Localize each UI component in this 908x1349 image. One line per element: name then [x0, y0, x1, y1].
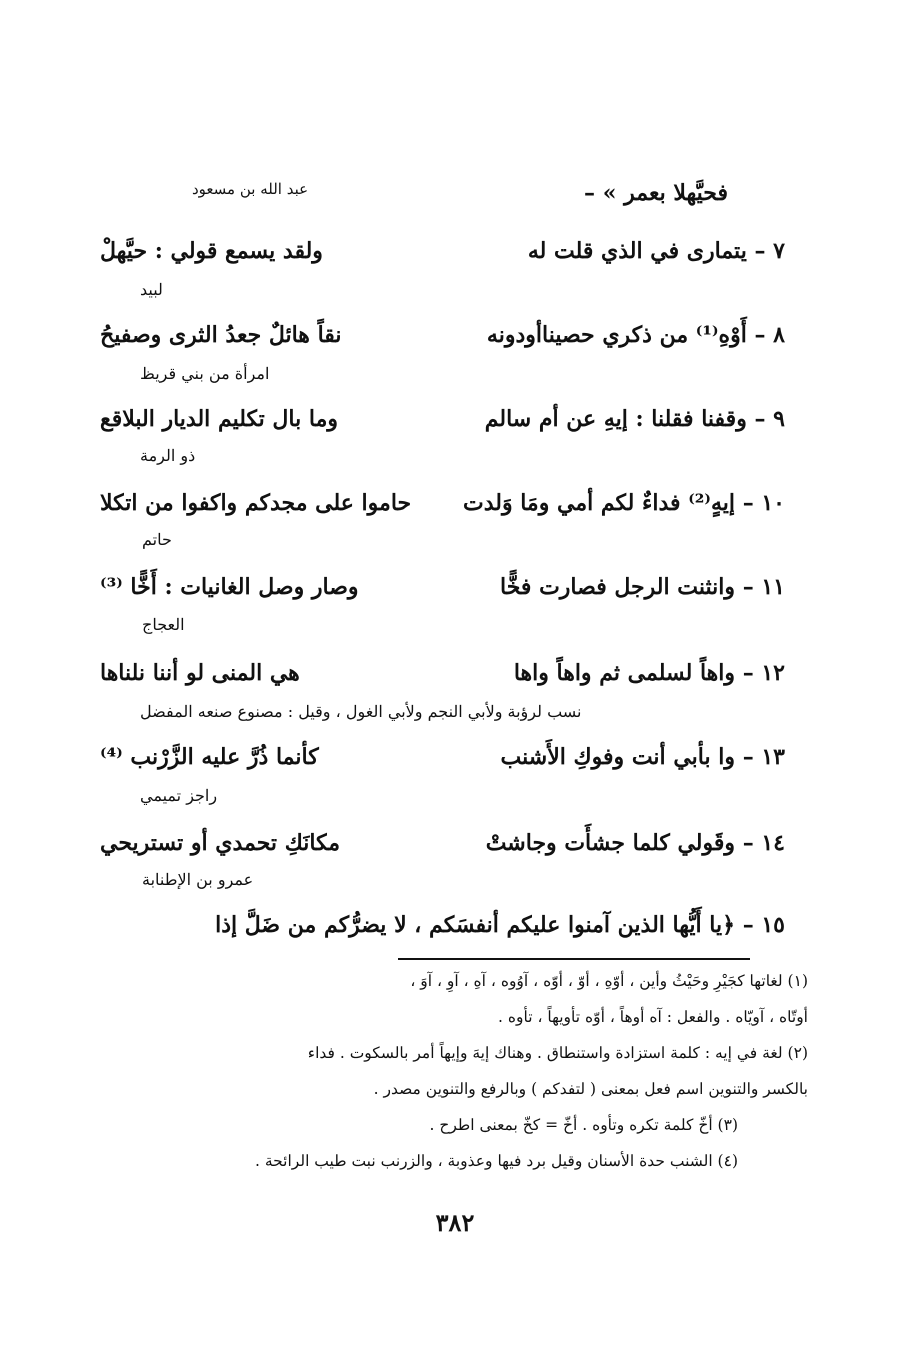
- verse-9: [100, 406, 785, 446]
- page-number: ٣٨٢: [435, 1208, 475, 1237]
- verse-first-hemistich: ٧ – يتمارى في الذي قلت له: [527, 238, 785, 264]
- footnote-2-continued: بالكسر والتنوين اسم فعل بمعنى ( لتفدكم ) وبالرفع والتنوين مصدر .: [373, 1080, 808, 1098]
- verse-second-hemistich: كأنما ذُرَّ عليه الزَّرْنب ⁽⁴⁾: [100, 744, 319, 770]
- poet-attribution: لبيد: [140, 280, 163, 299]
- footnote-4: (٤) الشنب حدة الأسنان وقيل برد فيها وعذوبة ، والزرنب نبت طيب الرائحة .: [255, 1152, 738, 1170]
- verse-first-hemistich: ١١ – وانثنت الرجل فصارت فخًّا: [500, 574, 785, 600]
- poet-attribution: العجاج: [142, 615, 185, 634]
- poet-attribution: عمرو بن الإطنابة: [142, 870, 254, 889]
- verse-14: [100, 830, 785, 870]
- verse-second-hemistich: وما بال تكليم الديار البلاقع: [100, 406, 339, 432]
- poet-attribution: نسب لرؤبة ولأبي النجم ولأبي الغول ، وقيل : مصنوع صنعه المفضل: [140, 702, 582, 721]
- verse-second-hemistich: وصار وصل الغانيات : أَخًّا ⁽³⁾: [100, 574, 359, 600]
- verse-first-hemistich: ١٣ – وا بأبي أنت وفوكِ الأَشنب: [500, 744, 785, 770]
- verse-15: [100, 912, 785, 952]
- running-text: فحيَّهلا بعمر » –: [584, 180, 728, 206]
- verse-second-hemistich: مكانَكِ تحمدي أو تستريحي: [100, 830, 341, 856]
- poet-attribution: امرأة من بني قريظ: [140, 364, 270, 383]
- footnote-1: (١) لغاتها كجَيْرِ وحَيْثُ وأين ، أوّهِ ، أوّ ، أوّه ، آوُوه ، آهِ ، آوِ ، آوَ ،: [410, 972, 808, 990]
- source-attribution: عبد الله بن مسعود: [192, 180, 309, 198]
- poet-attribution: راجز تميمي: [140, 786, 218, 805]
- quranic-quotation: ١٥ – ﴿يا أَيُّها الذين آمنوا عليكم أنفسَكم ، لا يضرُّكم من ضَلَّ إذا: [215, 912, 785, 938]
- verse-first-hemistich: ١٤ – وقَولي كلما جشأَت وجاشتْ: [485, 830, 785, 856]
- footnote-2: (٢) لغة في إيه : كلمة استزادة واستنطاق . وهناك إيهَ وإيهاً أمر بالسكوت . فداء: [307, 1044, 808, 1062]
- footnote-separator: [398, 958, 750, 960]
- verse-7: [100, 238, 785, 278]
- poet-attribution: ذو الرمة: [140, 446, 196, 465]
- verse-first-hemistich: ١٠ – إيهٍ⁽²⁾ فداءٌ لكم أمي ومَا وَلدت: [462, 490, 785, 516]
- verse-second-hemistich: حاموا على مجدكم واكفوا من اتكلا: [100, 490, 412, 516]
- footnote-1-continued: أوتّاه ، آويّاه . والفعل : آه أوهاً ، أوّه تأويهاً ، تأوه .: [498, 1008, 808, 1026]
- verse-second-hemistich: ولقد يسمع قولي : حيَّهلْ: [100, 238, 323, 264]
- verse-first-hemistich: ١٢ – واهاً لسلمى ثم واهاً واها: [513, 660, 785, 686]
- verse-second-hemistich: نقاً هائلٌ جعدُ الثرى وصفيحُ: [100, 322, 342, 348]
- verse-8: [100, 322, 785, 362]
- verse-second-hemistich: هي المنى لو أننا نلناها: [100, 660, 300, 686]
- verse-12: [100, 660, 785, 700]
- poet-attribution: حاتم: [142, 530, 172, 549]
- verse-11: [100, 574, 785, 614]
- verse-13: [100, 744, 785, 784]
- verse-first-hemistich: ٩ – وقفنا فقلنا : إيهِ عن أم سالم: [484, 406, 785, 432]
- footnote-3: (٣) أخّ كلمة تكره وتأوه . أخّ = كخّ بمعنى اطرح .: [429, 1116, 738, 1134]
- verse-10: [100, 490, 785, 530]
- verse-first-hemistich: ٨ – أَوْهِ⁽¹⁾ من ذكري حصيناأودونه: [486, 322, 785, 348]
